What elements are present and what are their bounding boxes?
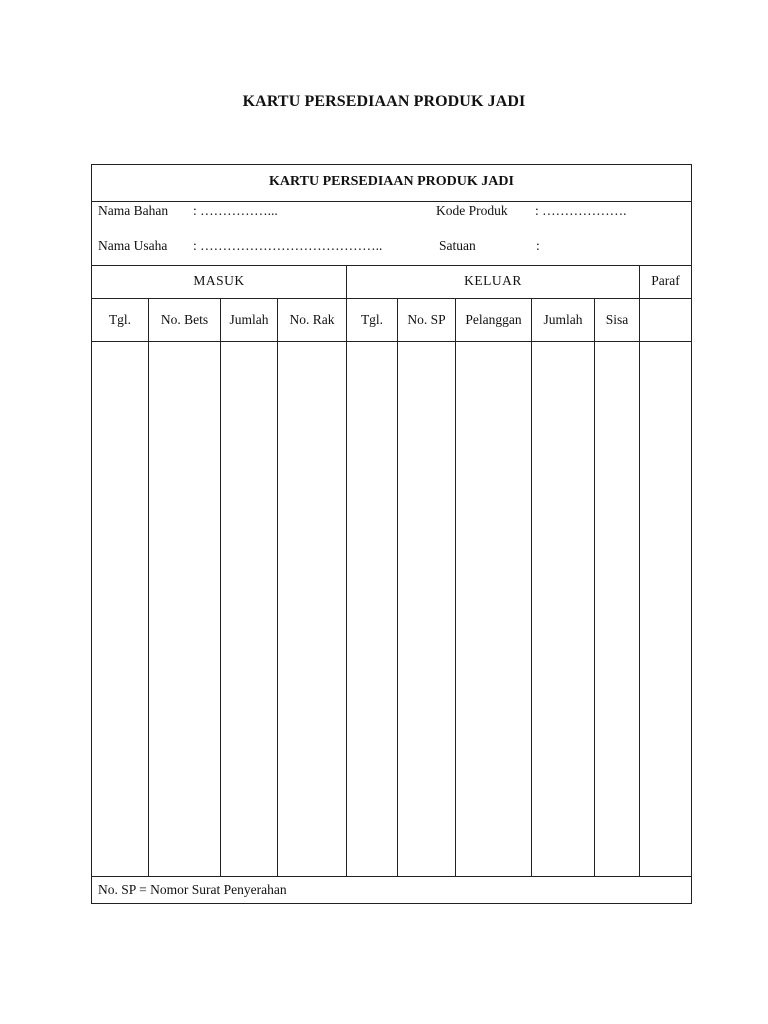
- inventory-card: [91, 164, 692, 904]
- divider-info: [92, 265, 691, 266]
- divider-title: [92, 201, 691, 202]
- col-header-no-rak: No. Rak: [289, 312, 335, 327]
- col-divider-5: [397, 298, 398, 876]
- nama-bahan-label: Nama Bahan: [98, 203, 169, 218]
- card-title: KARTU PERSEDIAAN PRODUK JADI: [269, 174, 514, 189]
- col-header-masuk-tgl: Tgl.: [108, 312, 132, 327]
- divider-column-header: [92, 341, 691, 342]
- col-header-no-bets: No. Bets: [160, 312, 209, 327]
- col-divider-3: [277, 298, 278, 876]
- kode-produk-value: : ……………….: [535, 203, 627, 218]
- divider-group-header: [92, 298, 691, 299]
- kode-produk-label: Kode Produk: [436, 203, 508, 218]
- satuan-label: Satuan: [439, 238, 476, 253]
- divider-masuk-keluar: [346, 265, 347, 876]
- col-header-keluar-jumlah: Jumlah: [543, 312, 583, 327]
- page-title: KARTU PERSEDIAAN PRODUK JADI: [242, 93, 526, 110]
- col-header-pelanggan: Pelanggan: [465, 312, 522, 327]
- group-masuk: MASUK: [193, 273, 245, 288]
- col-divider-1: [148, 298, 149, 876]
- group-paraf: Paraf: [651, 273, 680, 288]
- nama-usaha-value: : …………………………………..: [193, 238, 383, 253]
- footnote: No. SP = Nomor Surat Penyerahan: [98, 882, 287, 897]
- col-divider-2: [220, 298, 221, 876]
- col-divider-8: [594, 298, 595, 876]
- col-header-keluar-tgl: Tgl.: [360, 312, 384, 327]
- col-divider-7: [531, 298, 532, 876]
- nama-bahan-value: : ……………...: [193, 203, 278, 218]
- satuan-value: :: [536, 238, 540, 253]
- divider-footer: [92, 876, 691, 877]
- divider-keluar-paraf: [639, 265, 640, 876]
- col-header-no-sp: No. SP: [407, 312, 446, 327]
- group-keluar: KELUAR: [464, 273, 522, 288]
- col-header-masuk-jumlah: Jumlah: [229, 312, 269, 327]
- nama-usaha-label: Nama Usaha: [98, 238, 168, 253]
- col-header-sisa: Sisa: [605, 312, 629, 327]
- col-divider-6: [455, 298, 456, 876]
